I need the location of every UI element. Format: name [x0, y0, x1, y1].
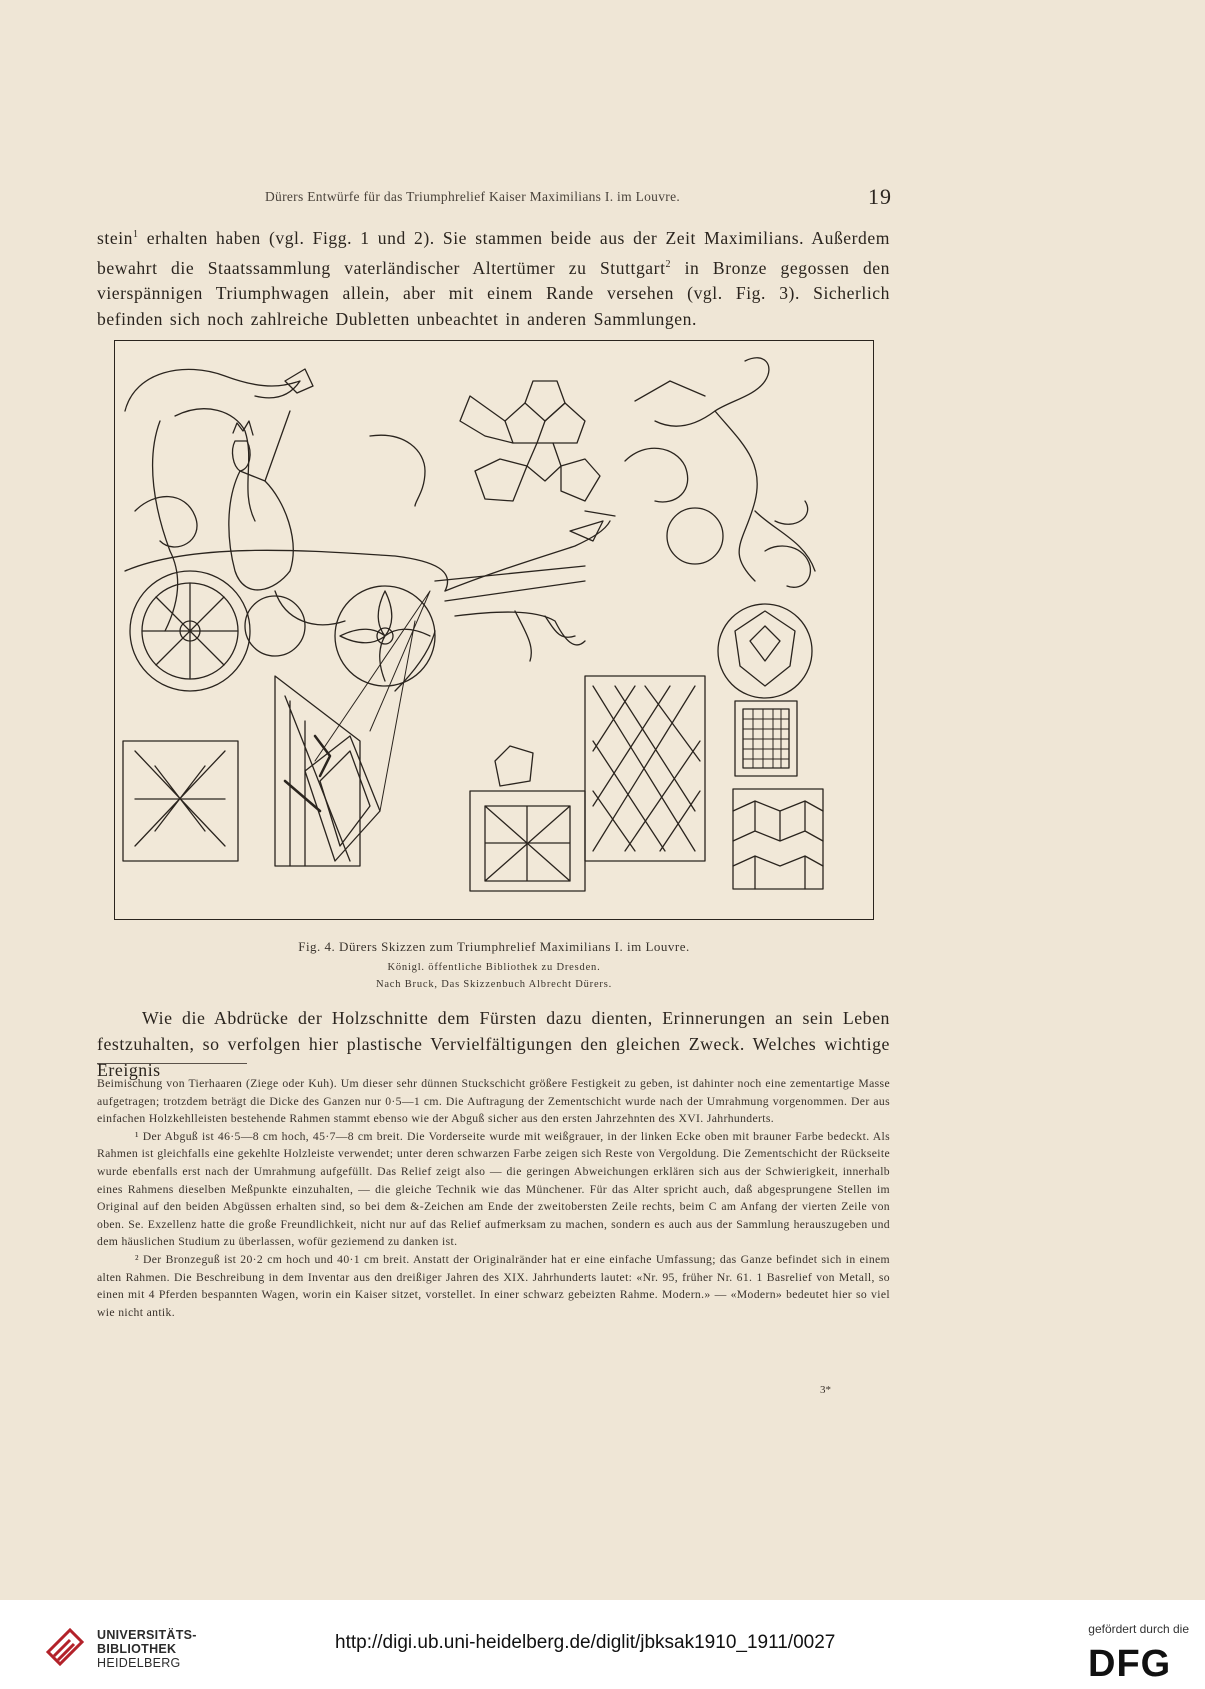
wheel-spokes — [142, 583, 238, 679]
ornament-right — [765, 546, 810, 587]
figure-credit-1: Königl. öffentliche Bibliothek zu Dresden. — [387, 962, 601, 973]
library-name-line-3: HEIDELBERG — [97, 1656, 181, 1670]
polygon-circle — [718, 604, 812, 698]
window-grid — [743, 709, 789, 768]
footnote-rule — [97, 1063, 247, 1064]
footnote-ref-2: 2 — [665, 258, 672, 270]
permalink-url[interactable]: http://digi.ub.uni-heidelberg.de/diglit/jbksak1910_1911/0027 — [335, 1632, 836, 1653]
ornament-right — [655, 358, 769, 426]
perspective-sketch — [305, 736, 380, 861]
horse-team — [455, 612, 585, 645]
ornament-right — [755, 501, 815, 571]
figure-credit-2: Nach Bruck, Das Skizzenbuch Albrecht Dürers. — [375, 979, 613, 990]
reins — [435, 566, 585, 601]
polygon-circle — [735, 611, 795, 686]
sheet-signature: 3* — [820, 1384, 831, 1396]
footnote-continuation: Beimischung von Tierhaaren (Ziege oder Kuh). Um dieser sehr dünnen Stuckschicht größere Festigkeit zu geben, ist dahinter noch eine zementartige Masse aufgetragen; trotzdem beträgt die Dicke des Ganzen nur 0·5—1 cm. Die Auftragung der Zementschicht wurde nach der Umrahmung vorgenommen. Der aus einfachen Holzkehlleisten bestehende Rahmen stammt ebenso wie der Abguß sicher aus den ersten Jahrzehnten des XVI. Jahrhunderts. — [97, 1077, 890, 1126]
paragraph-1-text-a: stein — [97, 228, 133, 248]
ornament-right — [635, 381, 705, 401]
stone-pattern — [733, 801, 823, 889]
ornament-right — [625, 448, 688, 502]
library-name-line-1: UNIVERSITÄTS- — [97, 1628, 197, 1642]
ornament-right — [715, 411, 757, 581]
paragraph-2: Wie die Abdrücke der Holzschnitte dem Fürsten dazu dienten, Erinnerungen an sein Leben festzuhalten, so verfolgen hier plastische Vervielfältigungen den gleichen Zweck. Welches wichtige Ereignis — [97, 1008, 890, 1080]
footer-bar — [0, 1600, 1205, 1689]
chariot-ornament — [245, 596, 305, 656]
library-name-line-2: BIBLIOTHEK — [97, 1642, 177, 1656]
figure-4-sketch — [114, 340, 874, 920]
chariot-body — [125, 550, 448, 591]
paragraph-1-text-b: erhalten haben (vgl. Figg. 1 und 2). Sie stammen beide aus der Zeit Maximilians. Außerdem bewahrt die Staatssammlung vaterländischer Altertümer zu Stuttgart — [97, 228, 890, 278]
lattice-lines — [593, 686, 700, 851]
chariot-scroll — [153, 421, 178, 631]
funded-by-label: gefördert durch die — [1088, 1622, 1189, 1636]
footnotes — [97, 1075, 890, 1321]
arc-sketch — [370, 435, 425, 506]
page-number: 19 — [868, 184, 892, 209]
footnote-ref-1: 1 — [132, 229, 139, 240]
library-name[interactable] — [97, 1628, 197, 1670]
footnote-1: ¹ Der Abguß ist 46·5—8 cm hoch, 45·7—8 cm breit. Die Vorderseite wurde mit weißgrauer, in der linken Ecke oben mit brauner Farbe bedeckt. Als Rahmen ist gleichfalls eine gekehlte Holzleiste verwendet; unter deren schwarzen Farbe zeigen sich Reste von Vergoldung. Die Zementschicht der Rückseite wurde ebenfalls erst nach der Umrahmung aufgefüllt. Das Relief zeigt also — die geringen Abweichungen erklären sich aus der Schwierigkeit, innerhalb eines Rahmens dieselben Meßpunkte einzuhalten, — die gleiche Technik wie das Münchener. Für das Alter spricht auch, daß abgesprungene Stellen im Original auf den beiden Abgüssen erhalten sind, so bei dem &-Zeichen am Ende der zweitobersten Zeile rechts, beim C am Anfang der vierten Zeile von oben. Se. Exzellenz hatte die große Freundlichkeit, nicht nur auf das Relief aufmerksam zu machen, sondern es auch aus der Sammlung herauszugeben und dem häuslichen Studium zu überlassen, wofür geziemend zu danken ist. — [97, 1129, 890, 1249]
emperor-figure — [233, 441, 251, 471]
emperor-figure — [265, 411, 290, 481]
paragraph-1-text-c: in Bronze gegossen den vierspännigen Triumphwagen allein, aber mit einem Rande versehen (vgl. Fig. 3). Sicherlich befinden sich noch zahlreiche Dubletten unbeachtet in anderen Sammlungen. — [97, 257, 891, 329]
star-square — [135, 751, 225, 846]
footnote-2: ² Der Bronzeguß ist 20·2 cm hoch und 40·1 cm breit. Anstatt der Originalränder hat er eine einfache Umfassung; das Ganze befindet sich in einem alten Rahmen. Die Beschreibung in dem Inventar aus den dreißiger Jahren des XIX. Jahrhunderts lautet: «Nr. 95, früher Nr. 61. 1 Basrelief von Metall, so einen mit 4 Pferden bespannten Wagen, worin ein Kaiser sitzet, vorstellet. In einer schwarz gebeizten Rahme. Modern.» — «Modern» bedeutet hier so viel wie nicht antik. — [97, 1252, 890, 1319]
lattice-frame — [585, 676, 705, 861]
university-library-logo-icon[interactable] — [40, 1622, 90, 1672]
pedestal-sketch — [495, 746, 533, 786]
running-head: Dürers Entwürfe für das Triumphrelief Kaiser Maximilians I. im Louvre. — [265, 189, 681, 204]
dfg-logo-icon[interactable] — [1088, 1643, 1183, 1685]
emperor-figure — [229, 471, 293, 590]
pentagon-net — [460, 381, 600, 501]
horse-legs — [515, 611, 575, 661]
chariot-scroll — [125, 369, 300, 411]
sketch-drawing — [115, 341, 872, 918]
chariot-body — [275, 591, 345, 625]
perspective-shading — [285, 736, 330, 811]
pedestal-sketch — [485, 806, 570, 881]
ornament-right — [667, 508, 723, 564]
paragraph-1 — [97, 222, 890, 332]
star-square — [123, 741, 238, 861]
dfg-logo-text: DFG — [1088, 1643, 1172, 1685]
figure-caption: Fig. 4. Dürers Skizzen zum Triumphrelief Maximilians I. im Louvre. — [298, 939, 690, 954]
perspective-sketch — [285, 696, 350, 866]
